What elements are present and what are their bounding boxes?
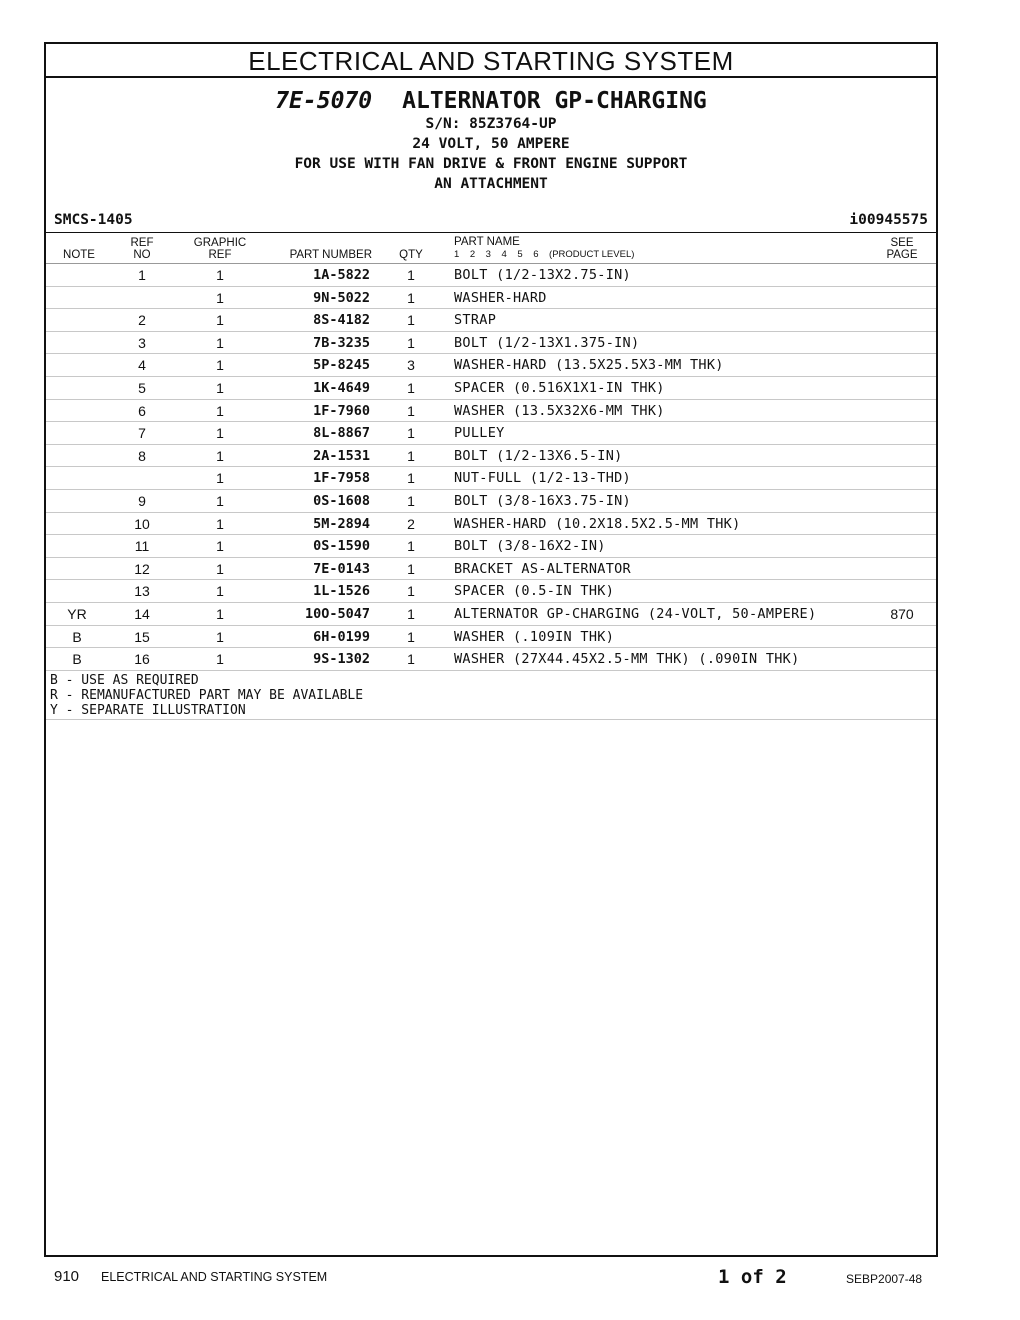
row-qty: 1	[407, 312, 415, 329]
table-row	[46, 400, 936, 423]
row-part-name: WASHER-HARD (13.5X25.5X3-MM THK)	[454, 357, 724, 374]
row-part-number: 1F-7958	[313, 470, 370, 487]
row-qty: 1	[407, 379, 415, 396]
row-graphic-ref: 1	[216, 583, 224, 600]
row-ref-no: 10	[134, 515, 150, 532]
row-ref-no: 14	[134, 605, 150, 622]
page-footer	[0, 1266, 1020, 1290]
row-part-number: 7B-3235	[313, 334, 370, 351]
row-qty: 1	[407, 334, 415, 351]
table-row	[46, 558, 936, 581]
row-graphic-ref: 1	[216, 651, 224, 668]
col-ref-line2: NO	[133, 249, 151, 261]
row-qty: 1	[407, 538, 415, 555]
col-see-line1: SEE	[890, 237, 914, 249]
row-qty: 1	[407, 425, 415, 442]
table-row	[46, 513, 936, 536]
row-qty: 2	[407, 515, 415, 532]
row-part-number: 0S-1608	[313, 492, 370, 509]
row-part-name: BOLT (1/2-13X2.75-IN)	[454, 267, 631, 283]
row-part-number: 1L-1526	[313, 583, 370, 600]
serial-range: S/N: 85Z3764-UP	[425, 116, 557, 132]
row-qty: 1	[407, 492, 415, 509]
row-part-number: 1A-5822	[313, 267, 370, 283]
row-ref-no: 15	[134, 628, 150, 645]
spec-line: 24 VOLT, 50 AMPERE	[412, 136, 570, 152]
table-row	[46, 332, 936, 355]
row-ref-no: 4	[138, 357, 146, 374]
col-note: NOTE	[63, 249, 95, 261]
table-row	[46, 287, 936, 310]
group-part-name: ALTERNATOR GP-CHARGING	[402, 88, 707, 114]
row-graphic-ref: 1	[216, 379, 224, 396]
row-graphic-ref: 1	[216, 515, 224, 532]
row-graphic-ref: 1	[216, 334, 224, 351]
row-part-number: 5M-2894	[313, 515, 370, 532]
row-part-number: 9N-5022	[313, 289, 370, 306]
row-qty: 1	[407, 628, 415, 645]
row-see-page: 870	[890, 605, 914, 622]
row-ref-no: 3	[138, 334, 146, 351]
row-ref-no: 5	[138, 379, 146, 396]
row-part-number: 8L-8867	[313, 425, 370, 442]
table-row	[46, 626, 936, 649]
row-part-number: 5P-8245	[313, 357, 370, 374]
col-graphic-ref	[186, 237, 254, 261]
table-row	[46, 354, 936, 377]
table-row	[46, 603, 936, 626]
row-qty: 1	[407, 605, 415, 622]
notes-legend	[46, 671, 936, 720]
usage-line-2: AN ATTACHMENT	[434, 176, 548, 192]
column-headers	[46, 233, 936, 264]
footer-section: ELECTRICAL AND STARTING SYSTEM	[101, 1270, 328, 1284]
row-part-name: STRAP	[454, 312, 497, 329]
note-y: Y - SEPARATE ILLUSTRATION	[50, 702, 246, 718]
row-ref-no: 2	[138, 312, 146, 329]
col-see-line2: PAGE	[886, 249, 918, 261]
row-part-name: BRACKET AS-ALTERNATOR	[454, 560, 631, 577]
row-ref-no: 16	[134, 651, 150, 668]
row-part-name: BOLT (1/2-13X1.375-IN)	[454, 334, 640, 351]
row-ref-no: 6	[138, 402, 146, 419]
row-graphic-ref: 1	[216, 357, 224, 374]
table-row	[46, 535, 936, 558]
col-graf-line2: REF	[208, 249, 232, 261]
table-row	[46, 467, 936, 490]
row-part-number: 1K-4649	[313, 379, 370, 396]
row-note: B	[72, 628, 82, 645]
row-part-name: SPACER (0.516X1X1-IN THK)	[454, 379, 665, 396]
row-qty: 1	[407, 289, 415, 306]
col-ref	[122, 237, 162, 261]
row-part-name: WASHER (27X44.45X2.5-MM THK) (.090IN THK)	[454, 651, 800, 668]
col-see-page	[880, 237, 924, 261]
row-graphic-ref: 1	[216, 289, 224, 306]
row-graphic-ref: 1	[216, 402, 224, 419]
row-part-name: BOLT (3/8-16X2-IN)	[454, 538, 606, 555]
smcs-code: SMCS-1405	[54, 212, 133, 228]
row-part-name: SPACER (0.5-IN THK)	[454, 583, 615, 600]
row-part-number: 7E-0143	[313, 560, 370, 577]
row-graphic-ref: 1	[216, 560, 224, 577]
col-ref-line1: REF	[130, 237, 154, 249]
row-part-number: 8S-4182	[313, 312, 370, 329]
row-qty: 1	[407, 560, 415, 577]
row-graphic-ref: 1	[216, 447, 224, 464]
page-number: 910	[54, 1268, 80, 1285]
col-product-level: 1 2 3 4 5 6 (PRODUCT LEVEL)	[454, 249, 635, 260]
section-title: ELECTRICAL AND STARTING SYSTEM	[46, 44, 936, 78]
row-part-name: WASHER (.109IN THK)	[454, 628, 615, 645]
row-qty: 3	[407, 357, 415, 374]
row-qty: 1	[407, 583, 415, 600]
row-part-number: 1F-7960	[313, 402, 370, 419]
page-frame	[44, 42, 938, 1257]
col-graf-line1: GRAPHIC	[193, 237, 247, 249]
row-part-name: NUT-FULL (1/2-13-THD)	[454, 470, 631, 487]
row-ref-no: 12	[134, 560, 150, 577]
usage-line: FOR USE WITH FAN DRIVE & FRONT ENGINE SUPPORT	[294, 156, 688, 172]
table-row	[46, 490, 936, 513]
row-part-number: 0S-1590	[313, 538, 370, 555]
row-part-name: WASHER-HARD (10.2X18.5X2.5-MM THK)	[454, 515, 741, 532]
table-row	[46, 580, 936, 603]
row-graphic-ref: 1	[216, 492, 224, 509]
row-note: YR	[67, 605, 87, 622]
row-part-name: BOLT (1/2-13X6.5-IN)	[454, 447, 623, 464]
table-row	[46, 422, 936, 445]
row-part-name: WASHER-HARD	[454, 289, 547, 306]
row-graphic-ref: 1	[216, 470, 224, 487]
row-ref-no: 1	[138, 267, 146, 283]
group-part-number: 7E-5070	[275, 88, 373, 114]
row-part-number: 10O-5047	[304, 605, 370, 622]
row-part-name: PULLEY	[454, 425, 505, 442]
table-row	[46, 445, 936, 468]
row-ref-no: 7	[138, 425, 146, 442]
row-ref-no: 9	[138, 492, 146, 509]
col-qty: QTY	[399, 249, 423, 261]
row-part-name: ALTERNATOR GP-CHARGING (24-VOLT, 50-AMPERE)	[454, 605, 817, 622]
document-id: SEBP2007-48	[846, 1272, 923, 1286]
row-qty: 1	[407, 267, 415, 283]
note-b: B - USE AS REQUIRED	[50, 672, 199, 688]
parts-table	[46, 264, 936, 671]
row-ref-no: 11	[134, 538, 150, 555]
col-part-number: PART NUMBER	[289, 249, 372, 261]
page-of: 1 of 2	[718, 1266, 787, 1288]
illustration-id: i00945575	[849, 212, 928, 228]
row-ref-no: 8	[138, 447, 146, 464]
table-row	[46, 648, 936, 671]
row-qty: 1	[407, 470, 415, 487]
smcs-row	[46, 210, 936, 233]
part-header	[46, 88, 936, 194]
row-graphic-ref: 1	[216, 267, 224, 283]
part-title	[46, 88, 936, 114]
col-part-name: PART NAME	[454, 236, 520, 248]
row-part-number: 6H-0199	[313, 628, 370, 645]
note-r: R - REMANUFACTURED PART MAY BE AVAILABLE	[50, 687, 364, 703]
row-graphic-ref: 1	[216, 628, 224, 645]
row-part-name: WASHER (13.5X32X6-MM THK)	[454, 402, 665, 419]
table-row	[46, 264, 936, 287]
row-part-number: 2A-1531	[313, 447, 370, 464]
table-row	[46, 377, 936, 400]
row-graphic-ref: 1	[216, 538, 224, 555]
row-part-name: BOLT (3/8-16X3.75-IN)	[454, 492, 631, 509]
row-note: B	[72, 651, 82, 668]
row-graphic-ref: 1	[216, 312, 224, 329]
row-part-number: 9S-1302	[313, 651, 370, 668]
row-qty: 1	[407, 447, 415, 464]
row-graphic-ref: 1	[216, 425, 224, 442]
row-graphic-ref: 1	[216, 605, 224, 622]
row-qty: 1	[407, 402, 415, 419]
row-ref-no: 13	[134, 583, 150, 600]
table-row	[46, 309, 936, 332]
row-qty: 1	[407, 651, 415, 668]
